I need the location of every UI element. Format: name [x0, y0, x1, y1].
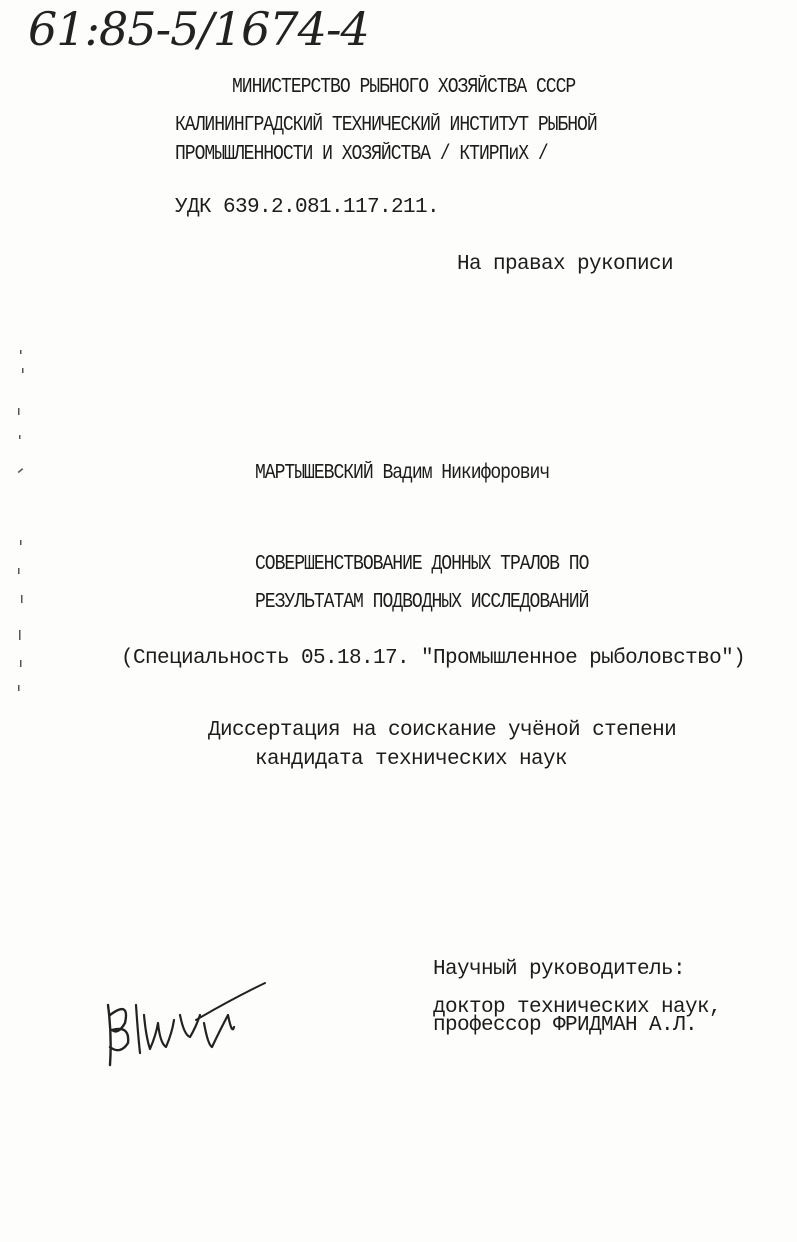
dissertation-title-line-1: СОВЕРШЕНСТВОВАНИЕ ДОННЫХ ТРАЛОВ ПО	[255, 553, 589, 576]
handwritten-signature	[100, 975, 270, 1070]
udc-code: УДК 639.2.081.117.211.	[175, 196, 440, 219]
degree-line-2: кандидата технических наук	[255, 748, 568, 771]
dissertation-title-line-2: РЕЗУЛЬТАТАМ ПОДВОДНЫХ ИССЛЕДОВАНИЙ	[255, 591, 589, 614]
manuscript-rights-note: На правах рукописи	[457, 253, 674, 276]
margin-marks	[14, 340, 28, 720]
ministry-line: МИНИСТЕРСТВО РЫБНОГО ХОЗЯЙСТВА СССР	[232, 76, 576, 99]
degree-line-1: Диссертация на соискание учёной степени	[208, 719, 677, 742]
supervisor-label: Научный руководитель:	[433, 958, 686, 981]
specialty-line: (Специальность 05.18.17. "Промышленное рыболовство")	[121, 647, 746, 670]
supervisor-name: профессор ФРИДМАН А.Л.	[433, 1014, 698, 1037]
author-name: МАРТЫШЕВСКИЙ Вадим Никифорович	[255, 462, 550, 485]
institute-line-1: КАЛИНИНГРАДСКИЙ ТЕХНИЧЕСКИЙ ИНСТИТУТ РЫБНОЙ	[175, 114, 597, 137]
supervisor-degree: доктор технических наук,	[433, 996, 722, 1019]
archive-handwritten-code: 61:85-5/1674-4	[28, 2, 369, 56]
institute-line-2: ПРОМЫШЛЕННОСТИ И ХОЗЯЙСТВА / КТИРПиХ /	[175, 143, 548, 166]
